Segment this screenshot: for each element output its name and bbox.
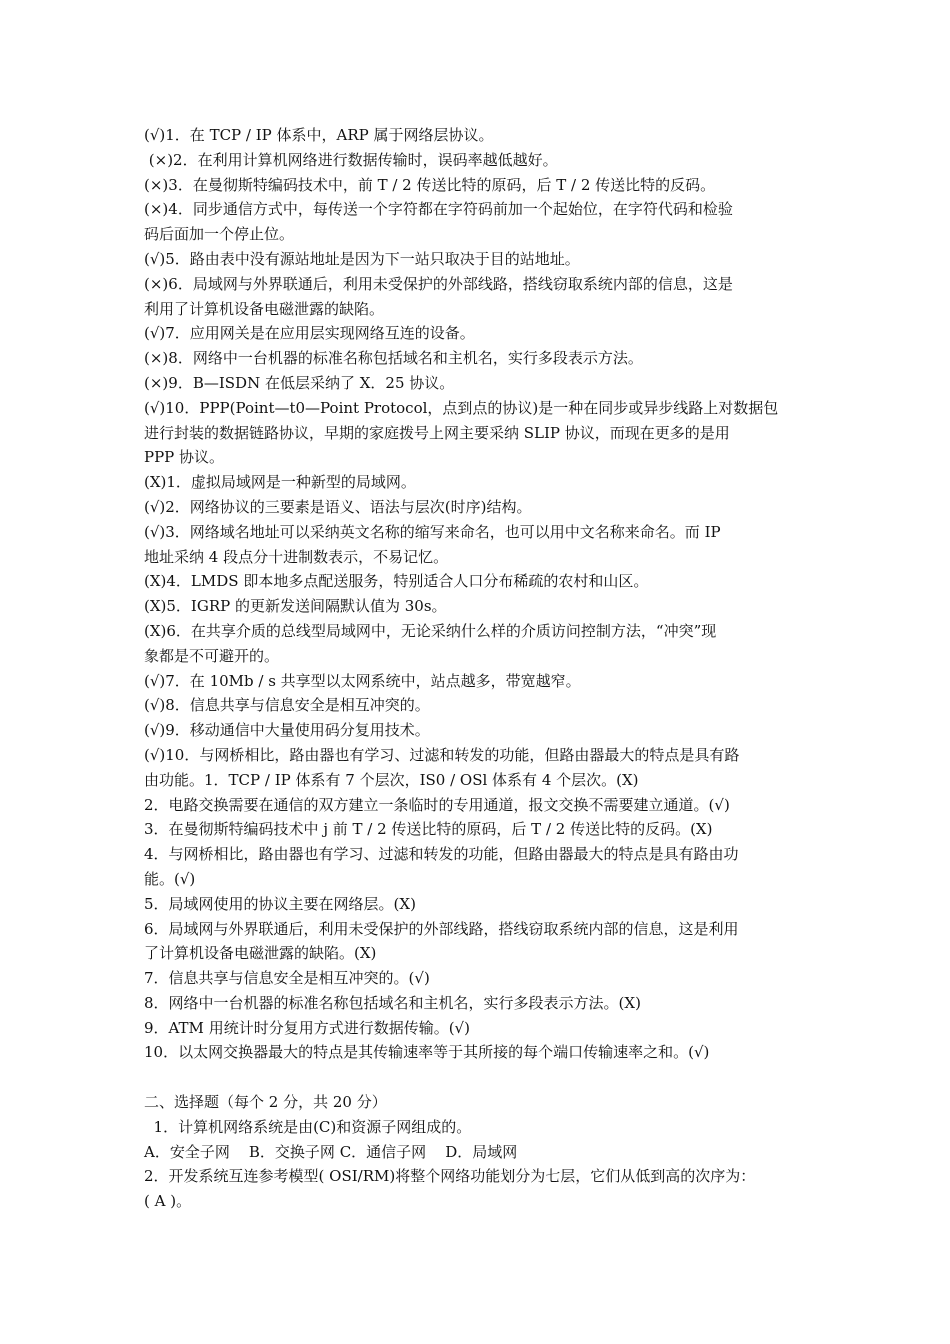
text-line: (√)10．与网桥相比，路由器也有学习、过滤和转发的功能，但路由器最大的特点是具有路 — [144, 745, 740, 764]
text-line: (√)5．路由表中没有源站地址是因为下一站只取决于目的站地址。 — [144, 249, 580, 268]
document-page — [144, 123, 812, 1214]
text-line: 1．计算机网络系统是由(C)和资源子网组成的。 — [144, 1117, 472, 1136]
text-line: 象都是不可避开的。 — [144, 646, 280, 665]
text-line: 进行封装的数据链路协议，早期的家庭拨号上网主要采纳 SLIP 协议，而现在更多的是用 — [144, 423, 730, 442]
text-line: (X)4．LMDS 即本地多点配送服务，特别适合人口分布稀疏的农村和山区。 — [144, 572, 649, 591]
text-line: 10．以太网交换器最大的特点是其传输速率等于其所接的每个端口传输速率之和。(√) — [144, 1043, 710, 1062]
text-line: 由功能。1．TCP / IP 体系有 7 个层次，IS0 / OSl 体系有 4 个层次。(X) — [144, 770, 639, 789]
text-line: 3．在曼彻斯特编码技术中 j 前 T / 2 传送比特的原码，后 T / 2 传送比特的反码。(X) — [144, 820, 713, 839]
text-line: 地址采纳 4 段点分十进制数表示，不易记忆。 — [144, 547, 449, 566]
text-line: 利用了计算机设备电磁泄露的缺陷。 — [144, 299, 385, 318]
text-line: (×)2．在利用计算机网络进行数据传输时，误码率越低越好。 — [144, 150, 558, 169]
text-line: ( A )。 — [144, 1192, 192, 1211]
judgement-section-2 — [144, 470, 812, 792]
text-line: (√)8．信息共享与信息安全是相互冲突的。 — [144, 696, 430, 715]
text-line: (√)10．PPP(Point—t0—Point Protocol，点到点的协议)是一种在同步或异步线路上对数据包 — [144, 398, 779, 417]
text-line: (×)4．同步通信方式中，每传送一个字符都在字符码前加一个起始位，在字符代码和检验 — [144, 200, 733, 219]
text-line: (√)7．在 10Mb / s 共享型以太网系统中，站点越多，带宽越窄。 — [144, 671, 581, 690]
text-line: 7．信息共享与信息安全是相互冲突的。(√) — [144, 969, 430, 988]
text-line: 2．开发系统互连参考模型( OSI/RM)将整个网络功能划分为七层，它们从低到高的次序为： — [144, 1167, 756, 1186]
text-line: 5．局域网使用的协议主要在网络层。(X) — [144, 894, 416, 913]
text-line: (×)3．在曼彻斯特编码技术中，前 T / 2 传送比特的原码，后 T / 2 传送比特的反码。 — [144, 175, 716, 194]
text-line: (√)9．移动通信中大量使用码分复用技术。 — [144, 721, 430, 740]
text-line: (X)1．虚拟局域网是一种新型的局域网。 — [144, 473, 416, 492]
text-line: 9．ATM 用统计时分复用方式进行数据传输。(√) — [144, 1018, 470, 1037]
text-line: 4．与网桥相比，路由器也有学习、过滤和转发的功能，但路由器最大的特点是具有路由功 — [144, 845, 739, 864]
text-line: 码后面加一个停止位。 — [144, 225, 295, 244]
text-line: (√)2．网络协议的三要素是语义、语法与层次(时序)结构。 — [144, 497, 532, 516]
text-line: A．安全子网 B．交换子网 C．通信子网 D．局域网 — [144, 1142, 518, 1161]
text-line: (X)5．IGRP 的更新发送间隔默认值为 30s。 — [144, 597, 447, 616]
text-line: (×)9．B—ISDN 在低层采纳了 X．25 协议。 — [144, 373, 455, 392]
text-line: PPP 协议。 — [144, 448, 225, 467]
section-heading: 二、选择题（每个 2 分，共 20 分） — [144, 1093, 387, 1112]
spacer — [144, 1065, 812, 1090]
text-line: 能。(√) — [144, 869, 196, 888]
text-line: (√)1．在 TCP / IP 体系中，ARP 属于网络层协议。 — [144, 126, 494, 144]
text-line: (√)7．应用网关是在应用层实现网络互连的设备。 — [144, 324, 475, 343]
judgement-section-1 — [144, 123, 812, 470]
choice-section — [144, 1090, 812, 1214]
text-line: 2．电路交换需要在通信的双方建立一条临时的专用通道，报文交换不需要建立通道。(√) — [144, 795, 730, 814]
text-line: (×)8．网络中一台机器的标准名称包括域名和主机名，实行多段表示方法。 — [144, 349, 643, 368]
judgement-section-3 — [144, 793, 812, 1066]
text-line: (√)3．网络域名地址可以采纳英文名称的缩写来命名，也可以用中文名称来命名。而 IP — [144, 522, 721, 541]
text-line: 了计算机设备电磁泄露的缺陷。(X) — [144, 944, 377, 963]
text-line: 6．局域网与外界联通后，利用未受保护的外部线路，搭线窃取系统内部的信息，这是利用 — [144, 919, 739, 938]
text-line: (×)6．局域网与外界联通后，利用未受保护的外部线路，搭线窃取系统内部的信息，这是 — [144, 274, 733, 293]
text-line: 8．网络中一台机器的标准名称包括域名和主机名，实行多段表示方法。(X) — [144, 993, 641, 1012]
text-line: (X)6．在共享介质的总线型局域网中，无论采纳什么样的介质访问控制方法，“冲突”现 — [144, 621, 717, 640]
